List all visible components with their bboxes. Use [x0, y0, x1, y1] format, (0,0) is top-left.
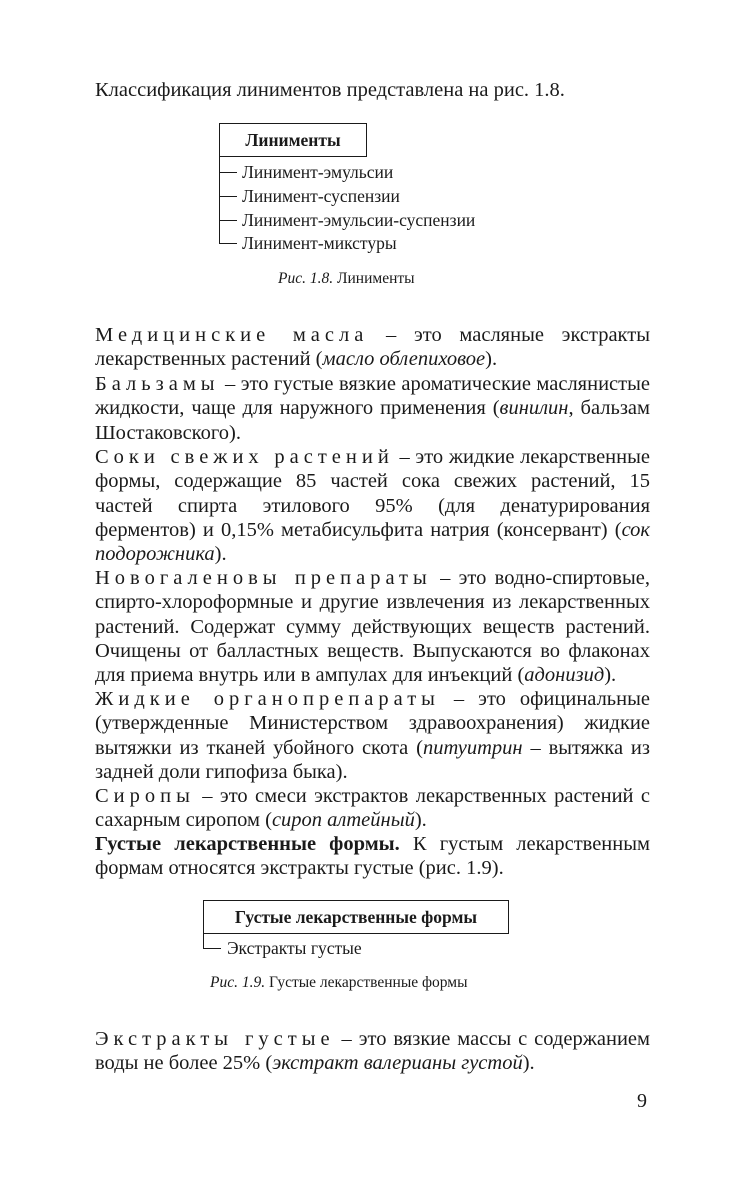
paragraph-balms — [95, 372, 650, 445]
caption-number: Рис. 1.9. — [210, 974, 266, 991]
diagram-root-liniments: Линименты — [219, 123, 367, 157]
paragraph-thick-forms — [95, 832, 650, 881]
diagram-item: Линимент-эмульсии — [242, 162, 394, 182]
example: сироп алтейный — [271, 809, 415, 832]
term: Соки свежих растений — [95, 446, 394, 468]
ending: – вытяжка из задней доли гипофиза быка). — [95, 736, 650, 783]
definition: К густым лекарственным формам относятся экстракты густые (рис. 1.9). — [95, 833, 650, 880]
diagram-branch — [219, 172, 237, 173]
caption-text: Линименты — [333, 270, 415, 287]
diagram-branch — [203, 948, 221, 949]
example: сок подорожника — [95, 518, 650, 566]
term: Сиропы — [95, 785, 195, 807]
diagram-item: Экстракты густые — [227, 938, 362, 958]
term: Медицинские масла — [95, 324, 369, 346]
paragraph-oils — [95, 323, 650, 372]
example: питуитрин — [422, 736, 523, 759]
ending: , бальзам Шостаковского). — [95, 397, 650, 444]
diagram-item: Линимент-микстуры — [242, 233, 397, 253]
page-number: 9 — [637, 1090, 647, 1112]
definition: – это жидкие лекарственные формы, содержащие 85 частей сока свежих растений, 15 частей спирта этилового 95% (для денатурирования ферментов) и 0,15% метабисульфита натрия (консервант) ( — [95, 446, 650, 541]
diagram-trunk-line — [219, 157, 220, 243]
example: адонизид — [524, 664, 605, 687]
bold-heading: Густые лекарственные формы. — [95, 833, 400, 855]
intro-text: Классификация линиментов представлена на рис. 1.8. — [95, 79, 565, 101]
term: Жидкие органопрепараты — [95, 688, 440, 710]
ending: ). — [214, 543, 227, 566]
definition: – это густые вязкие ароматические маслянистые жидкости, чаще для наружного применения ( — [95, 373, 650, 420]
paragraph-extracts — [95, 1027, 650, 1076]
ending: ). — [414, 809, 427, 832]
term: Экстракты густые — [95, 1028, 335, 1050]
ending: ). — [604, 664, 617, 687]
definition: – это водно-спиртовые, спирто-хлороформные и другие извлечения из лекарственных растений. Содержат сумму действующих веществ растений. Очищены от балластных веществ. Выпускаются во флаконах для приема внутрь или в ампулах для инъекций ( — [95, 567, 650, 687]
diagram-trunk-line — [203, 934, 204, 948]
term: Новогаленовы препараты — [95, 567, 432, 589]
paragraph-syrups — [95, 784, 650, 833]
ending: ). — [522, 1052, 535, 1075]
example: винилин — [499, 397, 569, 420]
definition: – это официнальные (утвержденные Министерством здравоохранения) жидкие вытяжки из тканей убойного скота ( — [95, 688, 650, 759]
definition: – это вязкие массы с содержанием воды не более 25% ( — [95, 1028, 650, 1075]
caption-number: Рис. 1.8. — [278, 270, 334, 287]
diagram-item: Линимент-эмульсии-суспензии — [242, 210, 476, 230]
term: Бальзамы — [95, 373, 220, 395]
diagram-root-thick-forms: Густые лекарственные формы — [203, 900, 509, 934]
paragraph-novogalen — [95, 566, 650, 687]
diagram-item: Линимент-суспензии — [242, 186, 400, 206]
paragraph-organo — [95, 687, 650, 784]
figure-caption — [278, 270, 415, 288]
definition: – это масляные экстракты лекарственных растений ( — [95, 324, 650, 371]
example: масло облепиховое — [322, 348, 486, 371]
diagram-branch — [219, 196, 237, 197]
diagram-branch — [219, 243, 237, 244]
definition: – это смеси экстрактов лекарственных растений с сахарным сиропом ( — [95, 785, 650, 832]
ending: ). — [485, 348, 498, 371]
caption-text: Густые лекарственные формы — [265, 974, 468, 991]
figure-caption — [210, 974, 468, 992]
paragraph-juices — [95, 445, 650, 566]
diagram-branch — [219, 220, 237, 221]
example: экстракт валерианы густой — [272, 1052, 523, 1075]
